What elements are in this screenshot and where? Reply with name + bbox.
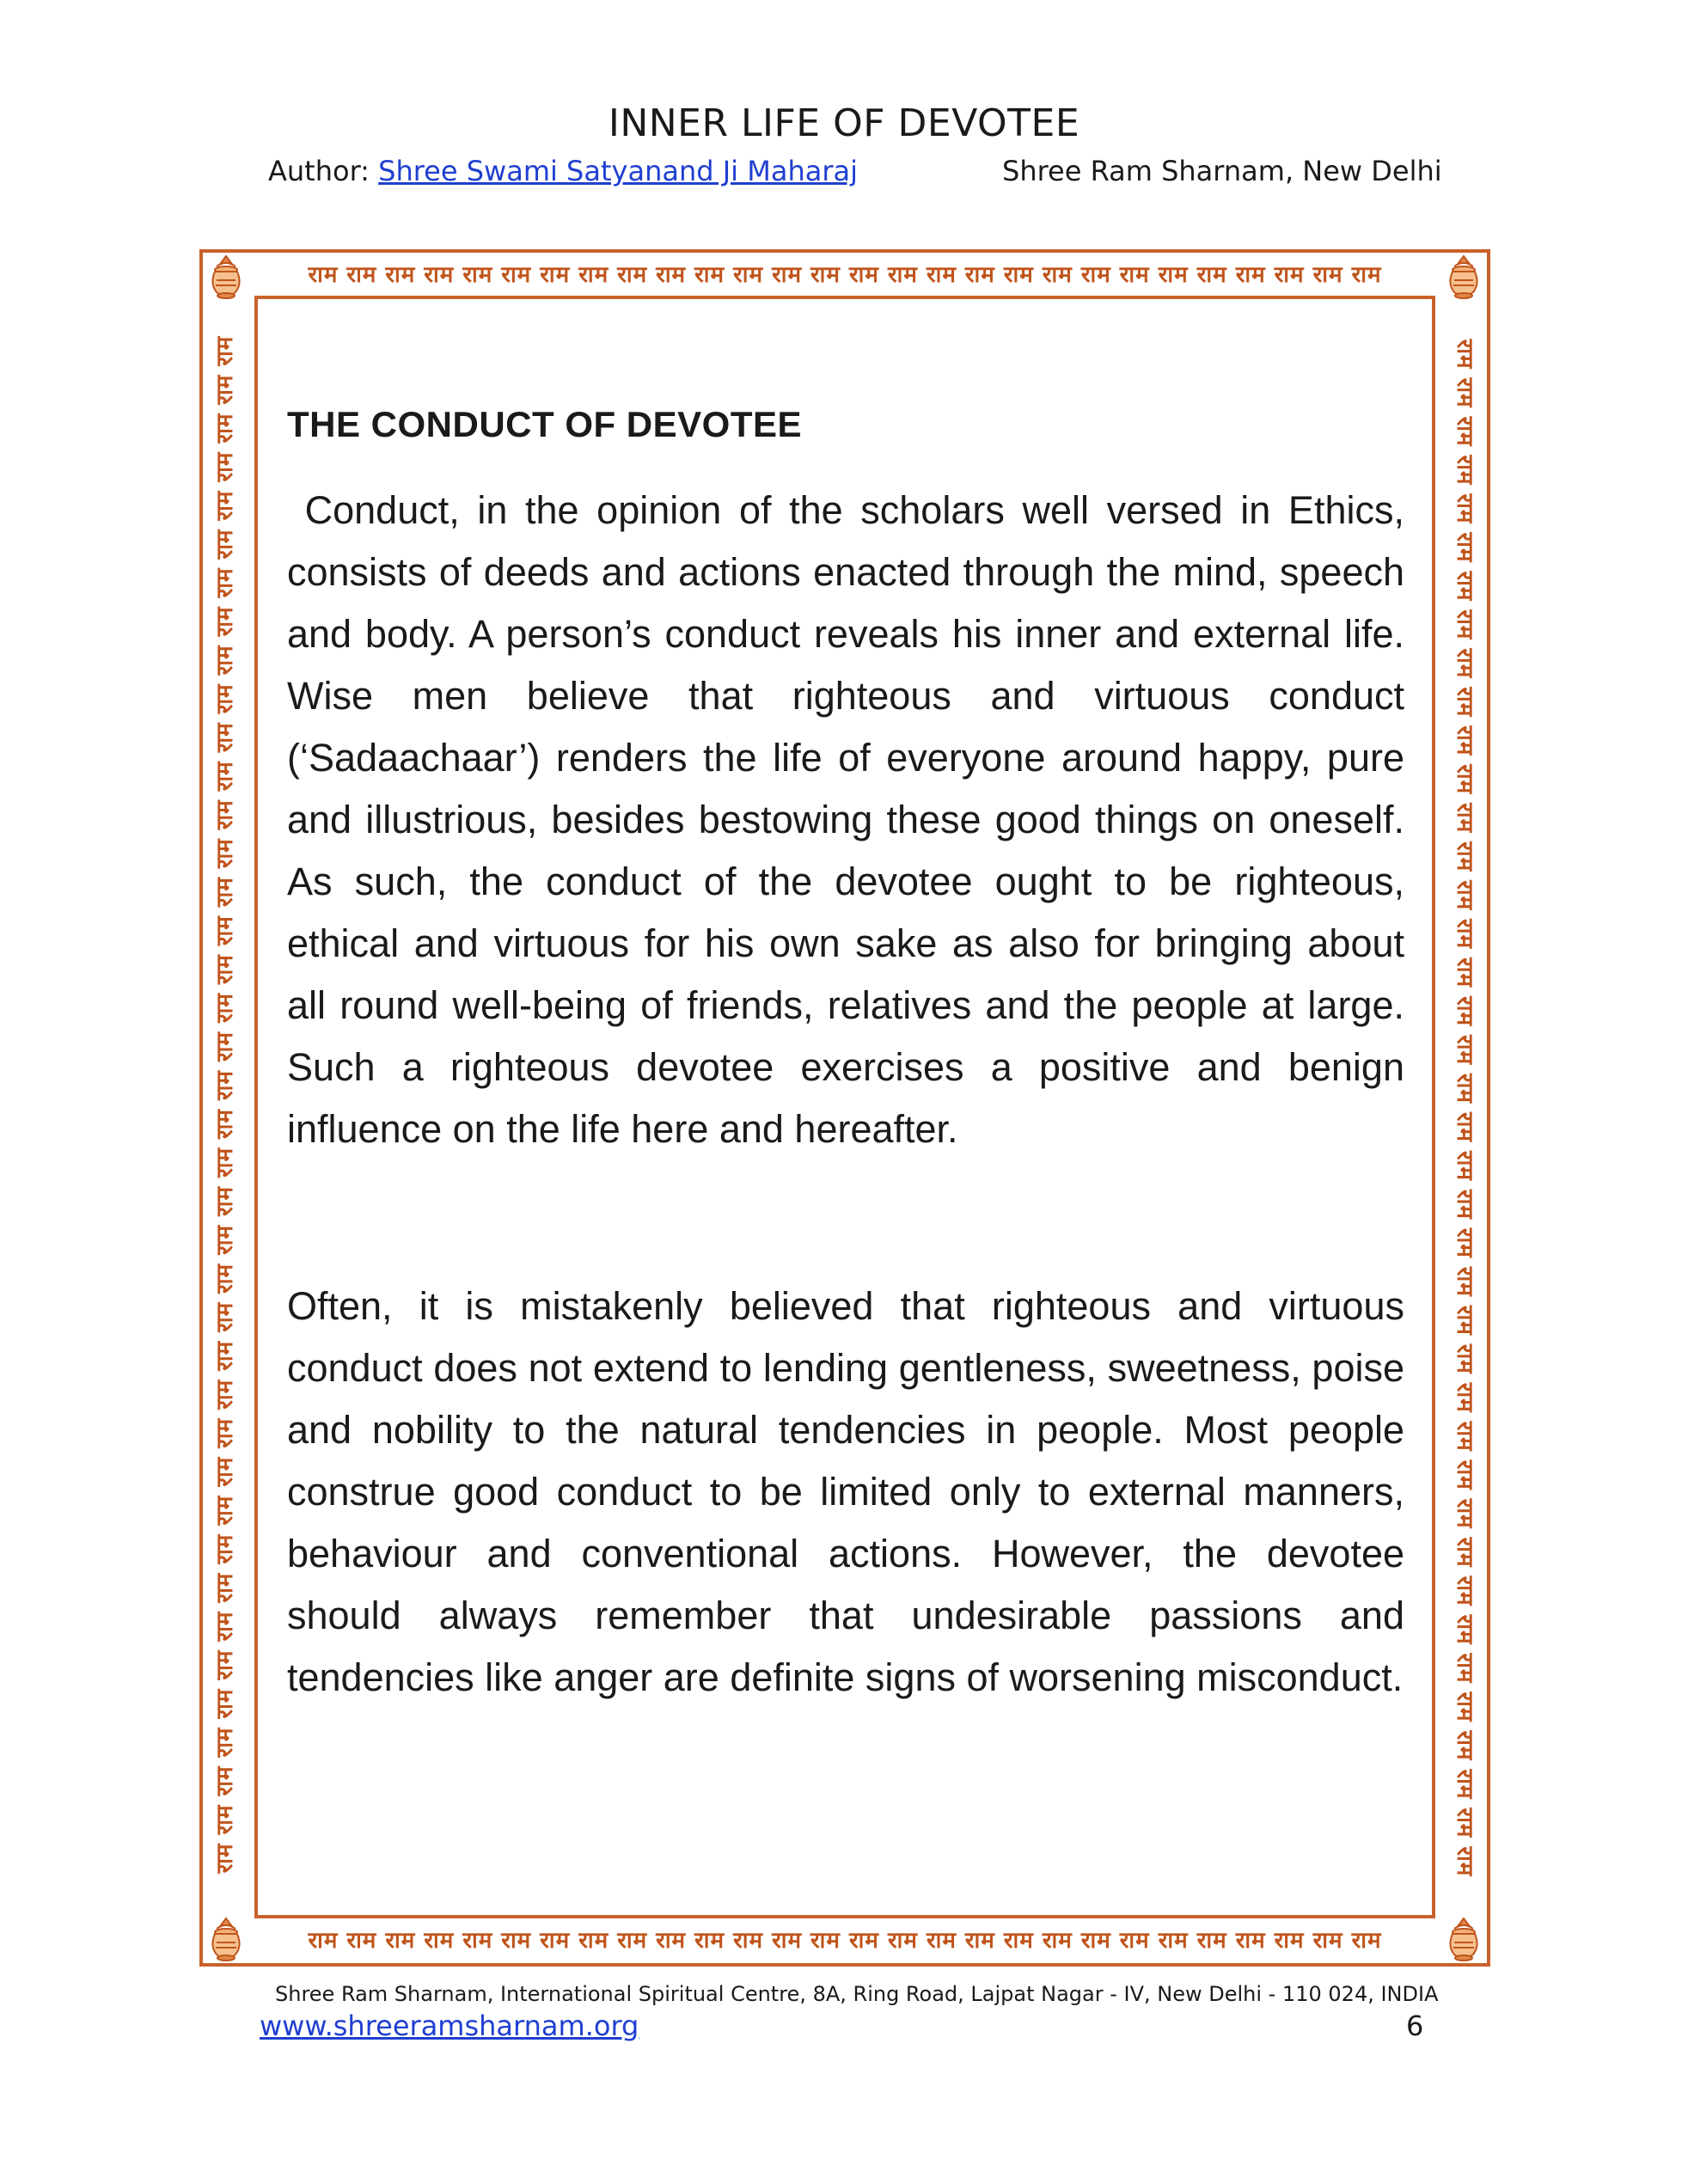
ram-border-top: राम राम राम राम राम राम राम राम राम राम राम राम राम राम राम राम राम राम राम राम राम राम राम राम राम राम राम राम bbox=[308, 262, 1382, 288]
main-content bbox=[287, 404, 1416, 1709]
body-paragraph: Often, it is mistakenly believed that righteous and virtuous conduct does not extend to lending gentleness, sweetness, poise and nobility to the natural tendencies in people. Most people construe good conduct to be limited only to external manners, behaviour and conventional actions. However, the devotee should always remember that undesirable passions and tendencies like anger are definite signs of worsening misconduct. bbox=[287, 1284, 1404, 1699]
organization-name: Shree Ram Sharnam, New Delhi bbox=[1002, 155, 1442, 187]
ram-border-left: राम राम राम राम राम राम राम राम राम राम राम राम राम राम राम राम राम राम राम राम राम राम राम राम राम राम राम राम राम राम राम राम राम राम राम राम राम राम राम राम bbox=[212, 335, 238, 1874]
ram-border-bottom: राम राम राम राम राम राम राम राम राम राम राम राम राम राम राम राम राम राम राम राम राम राम राम राम राम राम राम राम bbox=[308, 1928, 1382, 1954]
website-link[interactable]: www.shreeramsharnam.org bbox=[260, 2010, 639, 2042]
ram-border-right: राम राम राम राम राम राम राम राम राम राम राम राम राम राम राम राम राम राम राम राम राम राम राम राम राम राम राम राम राम राम राम राम राम राम राम राम राम राम राम राम bbox=[1452, 339, 1477, 1877]
author-line bbox=[268, 155, 858, 187]
kalash-icon bbox=[205, 1915, 248, 1963]
section-heading: THE CONDUCT OF DEVOTEE bbox=[287, 404, 803, 444]
footer-address: Shree Ram Sharnam, International Spiritual Centre, 8A, Ring Road, Lajpat Nagar - IV, New Delhi - 110 024, INDIA bbox=[275, 1982, 1439, 2006]
body-paragraph: Conduct, in the opinion of the scholars well versed in Ethics, consists of deeds and actions enacted through the mind, speech and body. A person’s conduct reveals his inner and external life. Wise men believe that righteous and virtuous conduct (‘Sadaachaar’) renders the life of everyone around happy, pure and illustrious, besides bestowing these good things on oneself. As such, the conduct of the devotee ought to be righteous, ethical and virtuous for his own sake as also for bringing about all round well-being of friends, relatives and the people at large. Such a righteous devotee exercises a positive and benign influence on the life here and hereafter. bbox=[287, 488, 1416, 1151]
page-number: 6 bbox=[1406, 2010, 1424, 2042]
author-link[interactable]: Shree Swami Satyanand Ji Maharaj bbox=[378, 155, 858, 187]
kalash-icon bbox=[1442, 1915, 1485, 1963]
document-title: INNER LIFE OF DEVOTEE bbox=[608, 101, 1080, 145]
kalash-icon bbox=[1442, 253, 1485, 301]
author-prefix: Author: bbox=[268, 155, 379, 187]
kalash-icon bbox=[205, 253, 248, 301]
